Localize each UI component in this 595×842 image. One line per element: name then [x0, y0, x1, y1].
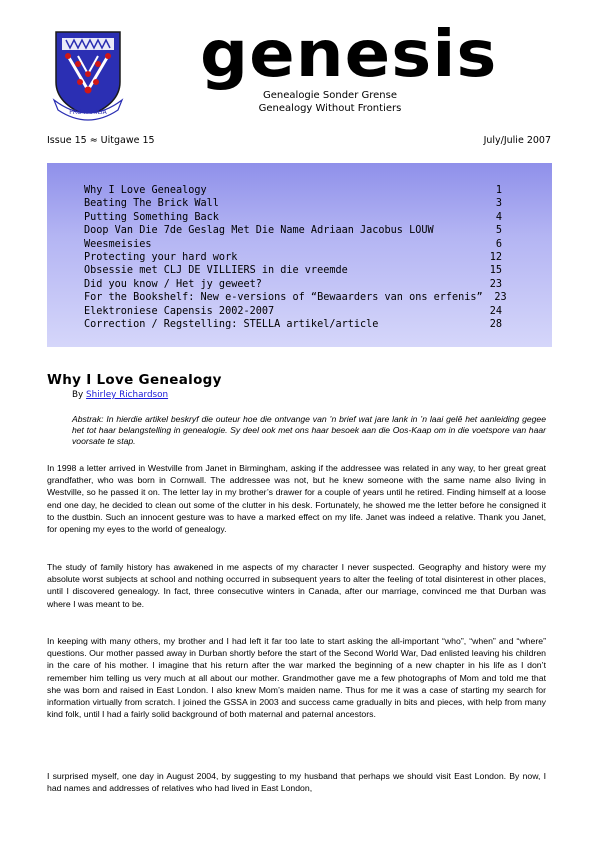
article-abstract: Abstrak: In hierdie artikel beskryf die outeur hoe die ontvange van ’n brief wat jare lank in ’n laai gelê het aanleiding gegee het tot haar belangstelling in genealogie. Sy deel ook met ons haar besoek aan die Oos-Kaap om in die voetspore van haar voorsate te stap. [72, 414, 546, 447]
toc-list [84, 184, 507, 331]
toc-entry-page: 1 [495, 185, 502, 196]
toc-entry-title: Why I Love Genealogy [84, 185, 207, 196]
toc-entry-title: Elektroniese Capensis 2002-2007 [84, 305, 275, 317]
toc-entry[interactable] [84, 291, 507, 304]
toc-entry-title: Obsessie met CLJ DE VILLIERS in die vreemde [84, 265, 348, 277]
toc-entry-page: 23 [494, 292, 507, 304]
toc-entry[interactable] [84, 318, 502, 331]
crest-motto: PRO FAMILIA [69, 109, 107, 116]
toc-entry[interactable] [84, 251, 502, 264]
newsletter-title: genesis [200, 18, 498, 92]
toc-entry-page: 12 [489, 251, 502, 263]
toc-entry[interactable] [84, 264, 502, 277]
toc-entry[interactable] [84, 224, 502, 237]
toc-entry-title: Protecting your hard work [84, 251, 238, 263]
toc-entry[interactable] [84, 238, 502, 251]
toc-entry-page: 4 [495, 211, 502, 223]
toc-entry-page: 15 [489, 265, 502, 277]
toc-entry-title: Did you know / Het jy geweet? [84, 278, 262, 290]
subtitle-english: Genealogy Without Frontiers [258, 103, 402, 114]
issue-number: Issue 15 ≈ Uitgawe 15 [47, 135, 155, 146]
toc-entry[interactable] [84, 278, 502, 291]
author-link[interactable]: Shirley Richardson [86, 390, 169, 400]
paragraph-2: The study of family history has awakened in me aspects of my character I never suspected. Geography and history were my absolute worst subjects at school and nothing occurred in subsequent years to alter the feeling of total disinterest in other places, until I discovered genealogy. In fact, three consecutive winters in Canada, after our marriage, convinced me that Durban was where I was meant to be. [47, 562, 546, 609]
toc-entry-page: 24 [489, 305, 502, 317]
toc-entry[interactable] [84, 184, 502, 197]
toc-entry-page: 28 [489, 318, 502, 330]
toc-entry-page: 23 [489, 278, 502, 290]
toc-entry-page: 5 [495, 225, 502, 237]
toc-entry-title: For the Bookshelf: New e-versions of “Bewaarders van ons erfenis” [84, 292, 483, 304]
toc-entry-title: Putting Something Back [84, 211, 219, 223]
toc-entry[interactable] [84, 211, 502, 224]
table-of-contents [47, 163, 552, 347]
toc-entry-title: Correction / Regstelling: STELLA artikel/article [84, 318, 379, 330]
toc-entry-page: 3 [495, 198, 502, 210]
subtitle-afrikaans: Genealogie Sonder Grense [263, 90, 397, 101]
toc-entry[interactable] [84, 197, 502, 210]
toc-entry[interactable] [84, 305, 502, 318]
byline-prefix: By [72, 390, 87, 400]
toc-entry-title: Doop Van Die 7de Geslag Met Die Name Adriaan Jacobus LOUW [84, 225, 434, 237]
paragraph-3: In keeping with many others, my brother and I had left it far too late to start asking the all-important “who”, “when” and “where” questions. Our mother passed away in Durban shortly before the start of the Second World War, Dad enlisted leaving his children in the care of his mother. I imagine that his return after the war marked the beginning of a new chapter in his life as I don’t remember him telling us very much at all about our mother. Grandmother gave me a few photographs of Mom and told me that she was born and raised in East London. I also knew Mom’s maiden name. Thus for me it was a case of starting my search for information virtually from scratch. I joined the GSSA in 2003 and success came gradually in bits and pieces, with help from many kind folk, until I had a fairly solid background of both maternal and paternal ancestors. [47, 636, 546, 720]
family-crest-logo [52, 30, 124, 124]
issue-date: July/Julie 2007 [483, 135, 551, 146]
paragraph-4: I surprised myself, one day in August 2004, by suggesting to my husband that perhaps we should visit East London. By now, I had names and addresses of relatives who had lived in East London, [47, 771, 546, 794]
article-title: Why I Love Genealogy [47, 372, 222, 388]
toc-entry-title: Beating The Brick Wall [84, 198, 219, 210]
toc-entry-title: Weesmeisies [84, 238, 152, 250]
article-byline [72, 390, 168, 400]
toc-entry-page: 6 [495, 238, 502, 250]
paragraph-1: In 1998 a letter arrived in Westville from Janet in Birmingham, asking if the addressee was related in any way, to her great great grandfather, who was born in Cornwall. The addressee was not, but he knew someone with the same name also living in Westville, so he passed it on. The letter lay in my brother’s drawer for a couple of years until he retired. Finding himself at a loose end one day, he decided to clean out some of the clutter in his desk. Fortunately, he showed me the letter before he consigned it to the dustbin. Such an innocent gesture was to have a marked effect on my life. Janet was indeed a relative. Thank you Janet, for opening my eyes to the world of genealogy. [47, 463, 546, 535]
